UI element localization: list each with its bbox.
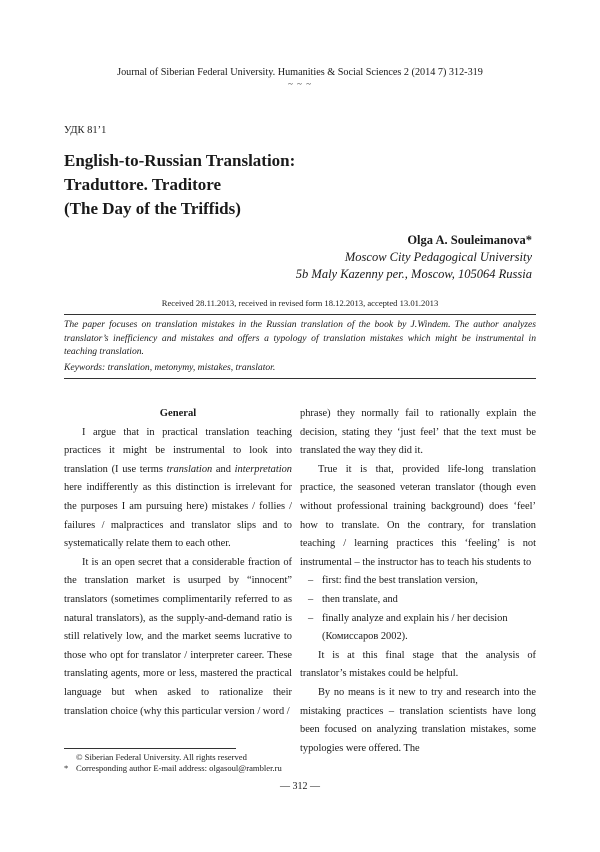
paragraph: True it is that, provided life-long translation practice, the seasoned veteran translator (though even without professional training background) does ‘feel’ how to translate. On the contrary, for translation teaching / learning practices this ‘feeling’ is not instrumental – the instructor has to teach his students to (300, 463, 536, 568)
paragraph: It is an open secret that a considerable fraction of the translation market is usurped by “innocent” translators (sometimes complimentarily referred to as natural translators), as the supply-and-demand ratio is still relatively low, and the market seems lucrative to those who opt for translator / interpreter career. These translating agents, more or less, mastered the practical language but when asked to rationalize their translation choice (why this particular version / word / (64, 556, 292, 717)
list-item (300, 591, 536, 610)
article-title (64, 149, 295, 221)
term-emphasis: translation (166, 463, 213, 475)
author-name: Olga A. Souleimanova* (407, 233, 532, 247)
abstract-top-rule (64, 314, 536, 315)
title-line-1: English-to-Russian Translation: (64, 151, 296, 170)
section-heading: General (159, 408, 197, 419)
author-affiliation: Moscow City Pedagogical University (344, 250, 532, 264)
list-item-text: first: find the best translation version, (322, 575, 478, 587)
dash-bullet: – (308, 575, 314, 587)
paragraph: phrase) they normally fail to rationally explain the decision, stating they ‘just feel’ that the text must be translated the way they did it. (300, 408, 536, 457)
paragraph: It is at this final stage that the analysis of translator’s mistakes could be helpful. (300, 649, 536, 680)
paragraph: By no means is it new to try and research into the mistaking practices – translation scientists have long been focused on analyzing translation mistakes, some typologies were offered. The (300, 686, 536, 754)
journal-header: Journal of Siberian Federal University. Humanities & Social Sciences 2 (2014 7) 312-319 (117, 67, 483, 78)
footnote-rule (64, 748, 236, 749)
list-item (300, 572, 536, 591)
received-dates: Received 28.11.2013, received in revised form 18.12.2013, accepted 13.01.2013 (161, 298, 439, 308)
footnote-marker: * (64, 763, 69, 773)
list-item-text: finally analyze and explain his / her decision (Комиссаров 2002). (322, 612, 508, 643)
left-column (64, 405, 292, 721)
author-address: 5b Maly Kazenny per., Moscow, 105064 Russia (295, 267, 532, 281)
paragraph-text: I argue that in practical translation teaching practices it might be instrumental to look into translation (I use terms (64, 426, 292, 475)
corresponding-author-note: Corresponding author E-mail address: olgasoul@rambler.ru (76, 763, 282, 773)
page-number: ― 312 ― (280, 781, 320, 792)
dash-bullet: – (308, 612, 314, 624)
keywords: Keywords: translation, metonymy, mistakes, translator. (64, 362, 276, 373)
title-line-3: (The Day of the Triffids) (64, 199, 241, 218)
right-column (300, 405, 536, 758)
paragraph-text: and (212, 463, 235, 475)
dash-bullet: – (308, 593, 314, 605)
abstract: The paper focuses on translation mistakes in the Russian translation of the book by J.Windem. The author analyzes translator’s inefficiency and mistakes and offers a typology of translation mistakes which might be instrumental in teaching translation. (64, 319, 536, 357)
steps-list (300, 572, 536, 646)
copyright-note: © Siberian Federal University. All rights reserved (76, 752, 247, 762)
title-line-2: Traduttore. Traditore (64, 175, 222, 194)
header-ornament: ~ ~ ~ (287, 79, 313, 89)
paragraph (64, 424, 292, 554)
abstract-bottom-rule (64, 378, 536, 379)
paragraph-text: here indifferently as this distinction is irrelevant for the purposes I am pursuing here) mistakes / follies / failures / malpractices and translator slips and to systematically relate them to each other. (64, 482, 292, 550)
list-item (300, 610, 536, 647)
udk-code: УДК 81’1 (64, 125, 107, 136)
term-emphasis: interpretation (234, 463, 292, 475)
author-block (296, 232, 532, 283)
list-item-text: then translate, and (322, 593, 398, 605)
